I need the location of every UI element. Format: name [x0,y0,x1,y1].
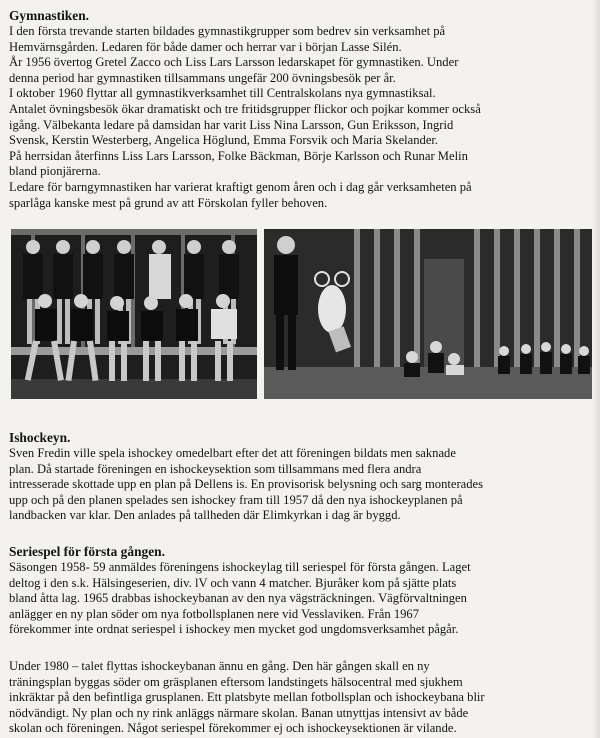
gymnasts-group-image [11,229,257,399]
ishockey-section [9,430,591,524]
rings-gymnast-image [264,229,592,399]
seriespel-section [9,544,591,638]
gymnastik-body: I den första trevande starten bildades gymnastikgrupper som bedrev sin verksamhet på Hemvärnsgården. Ledaren för både damer och herrar var i början Lasse Silén. År 1956 övertog Gretel Zacco och Liss Lars Larsson ledarskapet för gymnastiken. Under denna period har gymnastiken tillsammans ungefär 200 övningsbesök per år. I oktober 1960 flyttar all gymnastikverksamhet till Centralskolans nya gymnastiksal. Antalet övningsbesök ökar dramatiskt och tre fritidsgrupper flickor och pojkar kommer också igång. Välbekanta ledare på damsidan har varit Liss Nina Larsson, Gun Eriksson, Ingrid Svensk, Kerstin Westerberg, Angelica Höglund, Emma Forsvik och Maria Skelander. På herrsidan återfinns Liss Lars Larsson, Folke Bäckman, Börje Karlsson och Runar Melin bland pionjärerna. Ledare för barngymnastiken har varierat kraftigt genom åren och i dag går verksamheten på sparlåga kanske mest på grund av att Förskolan fyller behoven. [9,24,481,210]
seriespel-body: Säsongen 1958- 59 anmäldes föreningens ishockeylag till seriespel för första gången. Laget deltog i den s.k. Hälsingeserien, div. lV och vann 4 matcher. Bjuråker kom på sjätte plats bland åtta lag. 1965 drabbas ishockeybanan av den nya vägsträckningen. Vägförvaltningen anlägger en ny plan söder om nya fotbollsplanen nere vid Vesslaviken. Från 1967 förekommer inte ordnat seriespel i ishockey men mycket god ungdomsverksamhet pågår. [9,560,471,637]
rings-gymnast-photo [264,229,592,399]
page-edge-shadow [592,0,600,738]
seriespel-section-continued [9,659,591,737]
gymnasts-group-photo [11,229,257,399]
ishockey-body: Sven Fredin ville spela ishockey omedelbart efter det att föreningen bildats men saknade plan. Då startade föreningen en ishockeysektion som tillsammans med flera andra intresserade skottade upp en plan på Dellens is. En provisorisk belysning och sarg monterades upp och på den planen spelades sen ishockey fram till 1957 då den nya ishockeyplanen på landbacken var klar. Den anlades på tallheden där Elimkyrkan i dag är byggd. [9,446,484,523]
gymnastik-section [9,8,591,211]
seriespel-heading: Seriespel för första gången. [9,544,165,559]
ishockey-heading: Ishockeyn. [9,430,71,445]
gymnastik-heading: Gymnastiken. [9,8,89,23]
seriespel-body-2: Under 1980 – talet flyttas ishockeybanan ännu en gång. Den här gången skall en ny träningsplan byggas söder om gräsplanen eftersom landstingets hälsocentral med sjukhem inkräktar på den befintliga grusplanen. Ett platsbyte mellan fotbollsplan och ishockeybana blir nödvändigt. Ny plan och ny rink anläggs närmare skolan. Banan utnyttjas intensivt av både skolan och föreningen. Något seriespel förekommer ej och ishockeysektionen är vilande. [9,659,485,736]
